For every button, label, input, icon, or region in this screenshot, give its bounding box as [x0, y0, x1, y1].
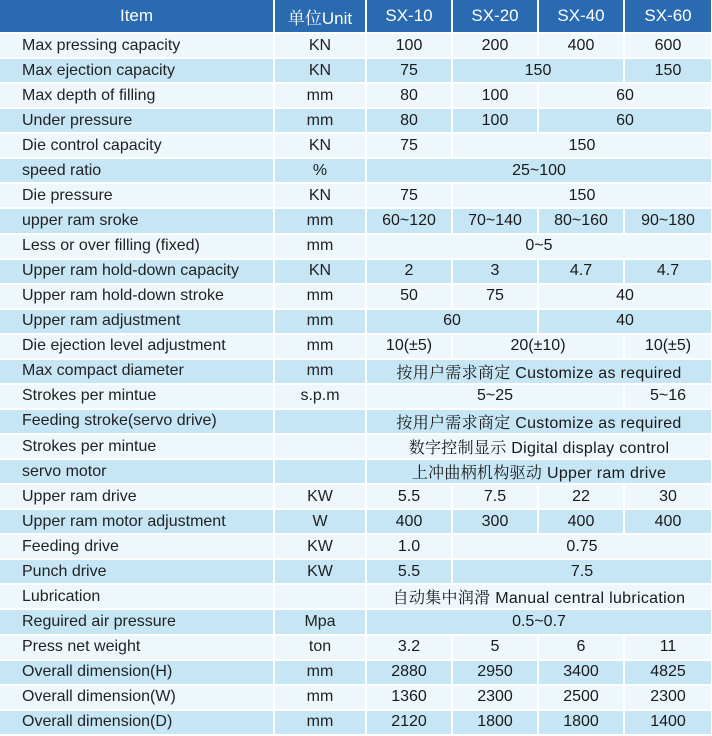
table-row [0, 635, 712, 660]
unit-cell: mm [274, 309, 366, 334]
item-label: Upper ram drive [0, 484, 274, 509]
value-cell: 75 [366, 133, 452, 158]
value-cell: 80 [366, 83, 452, 108]
table-row [0, 685, 712, 710]
value-cell: 2300 [452, 685, 538, 710]
item-label: Upper ram hold-down capacity [0, 259, 274, 284]
unit-cell [274, 584, 366, 609]
table-row [0, 359, 712, 384]
value-cell: 40 [538, 284, 712, 309]
value-cell: 上冲曲柄机构驱动 Upper ram drive [366, 459, 712, 484]
table-row [0, 108, 712, 133]
value-cell: 2880 [366, 660, 452, 685]
table-row [0, 660, 712, 685]
unit-cell [274, 434, 366, 459]
item-label: servo motor [0, 459, 274, 484]
table-row [0, 33, 712, 58]
value-cell: 4.7 [538, 259, 624, 284]
value-cell: 2500 [538, 685, 624, 710]
value-cell: 5.5 [366, 559, 452, 584]
header-model-sx20: SX-20 [452, 0, 538, 33]
unit-cell: mm [274, 685, 366, 710]
table-row [0, 384, 712, 409]
table-row [0, 158, 712, 183]
table-row [0, 208, 712, 233]
unit-cell: W [274, 509, 366, 534]
table-row [0, 309, 712, 334]
unit-cell: mm [274, 710, 366, 735]
header-unit: 单位Unit [274, 0, 366, 33]
value-cell: 2950 [452, 660, 538, 685]
value-cell: 60 [538, 108, 712, 133]
table-row [0, 509, 712, 534]
table-row [0, 83, 712, 108]
value-cell: 2300 [624, 685, 712, 710]
item-label: Die pressure [0, 183, 274, 208]
value-cell: 150 [452, 183, 712, 208]
value-cell: 200 [452, 33, 538, 58]
item-label: Max depth of filling [0, 83, 274, 108]
table-row [0, 584, 712, 609]
item-label: Feeding stroke(servo drive) [0, 409, 274, 434]
value-cell: 2120 [366, 710, 452, 735]
item-label: Overall dimension(W) [0, 685, 274, 710]
value-cell: 60 [366, 309, 538, 334]
value-cell: 75 [366, 183, 452, 208]
unit-cell: mm [274, 359, 366, 384]
table-row [0, 234, 712, 259]
value-cell: 30 [624, 484, 712, 509]
item-label: Press net weight [0, 635, 274, 660]
item-label: speed ratio [0, 158, 274, 183]
unit-cell: mm [274, 234, 366, 259]
value-cell: 4.7 [624, 259, 712, 284]
value-cell: 70~140 [452, 208, 538, 233]
table-row [0, 484, 712, 509]
header-item: Item [0, 0, 274, 33]
value-cell: 150 [452, 133, 712, 158]
unit-cell: mm [274, 334, 366, 359]
value-cell: 0~5 [366, 234, 712, 259]
unit-cell: ton [274, 635, 366, 660]
unit-cell: KN [274, 259, 366, 284]
value-cell: 1800 [538, 710, 624, 735]
table-row [0, 58, 712, 83]
item-label: Die control capacity [0, 133, 274, 158]
unit-cell: KW [274, 559, 366, 584]
item-label: Upper ram adjustment [0, 309, 274, 334]
value-cell: 100 [452, 108, 538, 133]
unit-cell: s.p.m [274, 384, 366, 409]
table-row [0, 259, 712, 284]
value-cell: 50 [366, 284, 452, 309]
unit-cell: KN [274, 183, 366, 208]
value-cell: 400 [624, 509, 712, 534]
item-label: Upper ram hold-down stroke [0, 284, 274, 309]
table-row [0, 534, 712, 559]
value-cell: 75 [452, 284, 538, 309]
value-cell: 7.5 [452, 484, 538, 509]
unit-cell: % [274, 158, 366, 183]
item-label: Under pressure [0, 108, 274, 133]
value-cell: 10(±5) [366, 334, 452, 359]
unit-cell: KN [274, 58, 366, 83]
value-cell: 3 [452, 259, 538, 284]
unit-cell: KW [274, 534, 366, 559]
unit-cell [274, 409, 366, 434]
value-cell: 60 [538, 83, 712, 108]
value-cell: 80 [366, 108, 452, 133]
header-model-sx10: SX-10 [366, 0, 452, 33]
item-label: Max ejection capacity [0, 58, 274, 83]
value-cell: 40 [538, 309, 712, 334]
value-cell: 3.2 [366, 635, 452, 660]
value-cell: 按用户需求商定 Customize as required [366, 359, 712, 384]
value-cell: 100 [452, 83, 538, 108]
unit-cell: mm [274, 208, 366, 233]
value-cell: 5 [452, 635, 538, 660]
table-row [0, 559, 712, 584]
value-cell: 自动集中润滑 Manual central lubrication [366, 584, 712, 609]
header-model-sx40: SX-40 [538, 0, 624, 33]
value-cell: 1400 [624, 710, 712, 735]
table-row [0, 284, 712, 309]
value-cell: 90~180 [624, 208, 712, 233]
item-label: Upper ram motor adjustment [0, 509, 274, 534]
value-cell: 0.75 [452, 534, 712, 559]
unit-cell: mm [274, 284, 366, 309]
header-row [0, 0, 712, 33]
table-row [0, 133, 712, 158]
table-row [0, 334, 712, 359]
value-cell: 22 [538, 484, 624, 509]
value-cell: 按用户需求商定 Customize as required [366, 409, 712, 434]
unit-cell: mm [274, 660, 366, 685]
table-row [0, 710, 712, 735]
value-cell: 1800 [452, 710, 538, 735]
value-cell: 1.0 [366, 534, 452, 559]
value-cell: 5.5 [366, 484, 452, 509]
item-label: Punch drive [0, 559, 274, 584]
unit-cell: KN [274, 33, 366, 58]
value-cell: 5~25 [366, 384, 624, 409]
value-cell: 400 [538, 509, 624, 534]
item-label: Feeding drive [0, 534, 274, 559]
item-label: Max pressing capacity [0, 33, 274, 58]
value-cell: 80~160 [538, 208, 624, 233]
item-label: Overall dimension(H) [0, 660, 274, 685]
value-cell: 3400 [538, 660, 624, 685]
unit-cell: KN [274, 133, 366, 158]
table-row [0, 434, 712, 459]
value-cell: 75 [366, 58, 452, 83]
value-cell: 400 [538, 33, 624, 58]
value-cell: 数字控制显示 Digital display control [366, 434, 712, 459]
value-cell: 300 [452, 509, 538, 534]
value-cell: 60~120 [366, 208, 452, 233]
value-cell: 6 [538, 635, 624, 660]
item-label: Less or over filling (fixed) [0, 234, 274, 259]
value-cell: 25~100 [366, 158, 712, 183]
item-label: Overall dimension(D) [0, 710, 274, 735]
value-cell: 1360 [366, 685, 452, 710]
table-row [0, 409, 712, 434]
value-cell: 7.5 [452, 559, 712, 584]
table-row [0, 459, 712, 484]
item-label: Strokes per mintue [0, 384, 274, 409]
value-cell: 5~16 [624, 384, 712, 409]
header-model-sx60: SX-60 [624, 0, 712, 33]
unit-cell: Mpa [274, 609, 366, 634]
value-cell: 150 [452, 58, 624, 83]
value-cell: 11 [624, 635, 712, 660]
unit-cell: KW [274, 484, 366, 509]
value-cell: 4825 [624, 660, 712, 685]
table-row [0, 609, 712, 634]
item-label: Max compact diameter [0, 359, 274, 384]
item-label: Lubrication [0, 584, 274, 609]
item-label: upper ram sroke [0, 208, 274, 233]
value-cell: 10(±5) [624, 334, 712, 359]
item-label: Reguired air pressure [0, 609, 274, 634]
table-row [0, 183, 712, 208]
unit-cell: mm [274, 108, 366, 133]
value-cell: 150 [624, 58, 712, 83]
value-cell: 400 [366, 509, 452, 534]
value-cell: 0.5~0.7 [366, 609, 712, 634]
item-label: Die ejection level adjustment [0, 334, 274, 359]
value-cell: 20(±10) [452, 334, 624, 359]
value-cell: 600 [624, 33, 712, 58]
value-cell: 100 [366, 33, 452, 58]
item-label: Strokes per mintue [0, 434, 274, 459]
value-cell: 2 [366, 259, 452, 284]
unit-cell [274, 459, 366, 484]
unit-cell: mm [274, 83, 366, 108]
